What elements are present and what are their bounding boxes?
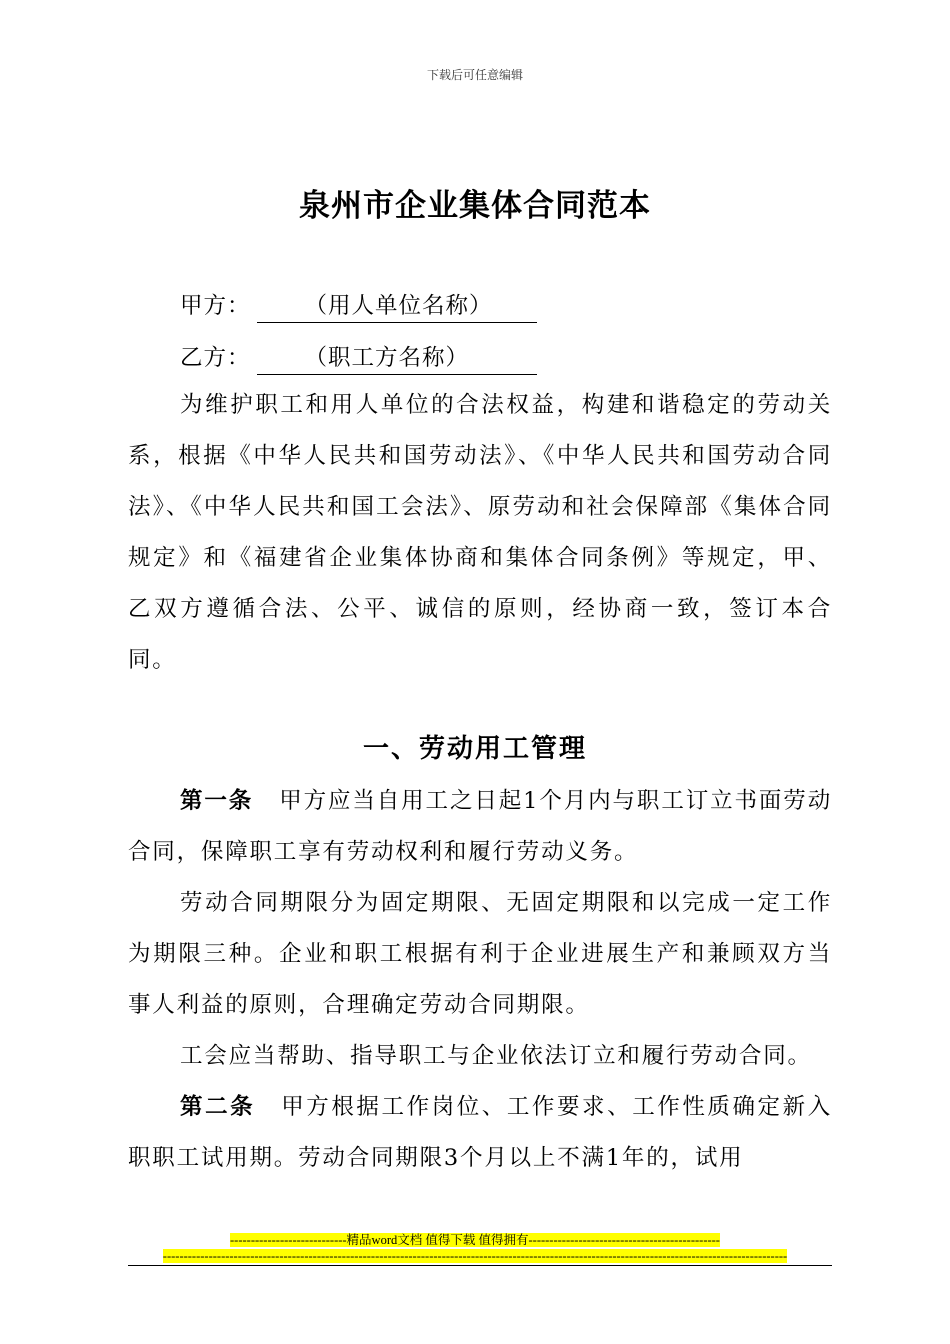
footer-rule (128, 1265, 832, 1266)
article-2-label: 第二条 (180, 1094, 256, 1120)
party-a-value: （用人单位名称） (257, 292, 537, 323)
footer-banner-line-1: ----------------------------精品word文档 值得下载 值得拥有---------------------------------------------- (230, 1233, 720, 1247)
preamble-paragraph: 为维护职工和用人单位的合法权益，构建和谐稳定的劳动关系，根据《中华人民共和国劳动法》、《中华人民共和国劳动合同法》、《中华人民共和国工会法》、原劳动和社会保障部《集体合同规定》和《福建省企业集体协商和集体合同条例》等规定，甲、乙双方遵循合法、公平、诚信的原则，经协商一致，签订本合同。 (128, 392, 832, 673)
article-1-label: 第一条 (180, 788, 254, 814)
article-2 (128, 1082, 832, 1184)
article-1 (128, 776, 832, 878)
article-2-text: 甲方根据工作岗位、工作要求、工作性质确定新入职职工试用期。劳动合同期限3个月以上不满1年的，试用 (128, 1094, 832, 1171)
party-b-line (180, 340, 537, 375)
article-1-paragraph-3: 工会应当帮助、指导职工与企业依法订立和履行劳动合同。 (180, 1043, 812, 1069)
party-b-label: 乙方： (180, 345, 251, 371)
section-1-body (128, 776, 832, 1184)
footer-banner-line-2: ------------------------------------------------------------------------------------------------------------------------------------------------------ (162, 1249, 788, 1263)
party-b-value: （职工方名称） (257, 344, 537, 375)
article-1-text: 甲方应当自用工之日起1个月内与职工订立书面劳动合同，保障职工享有劳动权利和履行劳动义务。 (128, 788, 832, 865)
section-heading-1: 一、劳动用工管理 (362, 734, 587, 764)
article-1-paragraph-2: 劳动合同期限分为固定期限、无固定期限和以完成一定工作为期限三种。企业和职工根据有利于企业进展生产和兼顾双方当事人利益的原则，合理确定劳动合同期限。 (128, 890, 832, 1018)
party-a-line (180, 288, 537, 323)
preamble-block (128, 380, 832, 686)
document-title: 泉州市企业集体合同范本 (299, 188, 651, 224)
party-a-label: 甲方： (180, 293, 251, 319)
page-header-note: 下载后可任意编辑 (426, 68, 523, 82)
